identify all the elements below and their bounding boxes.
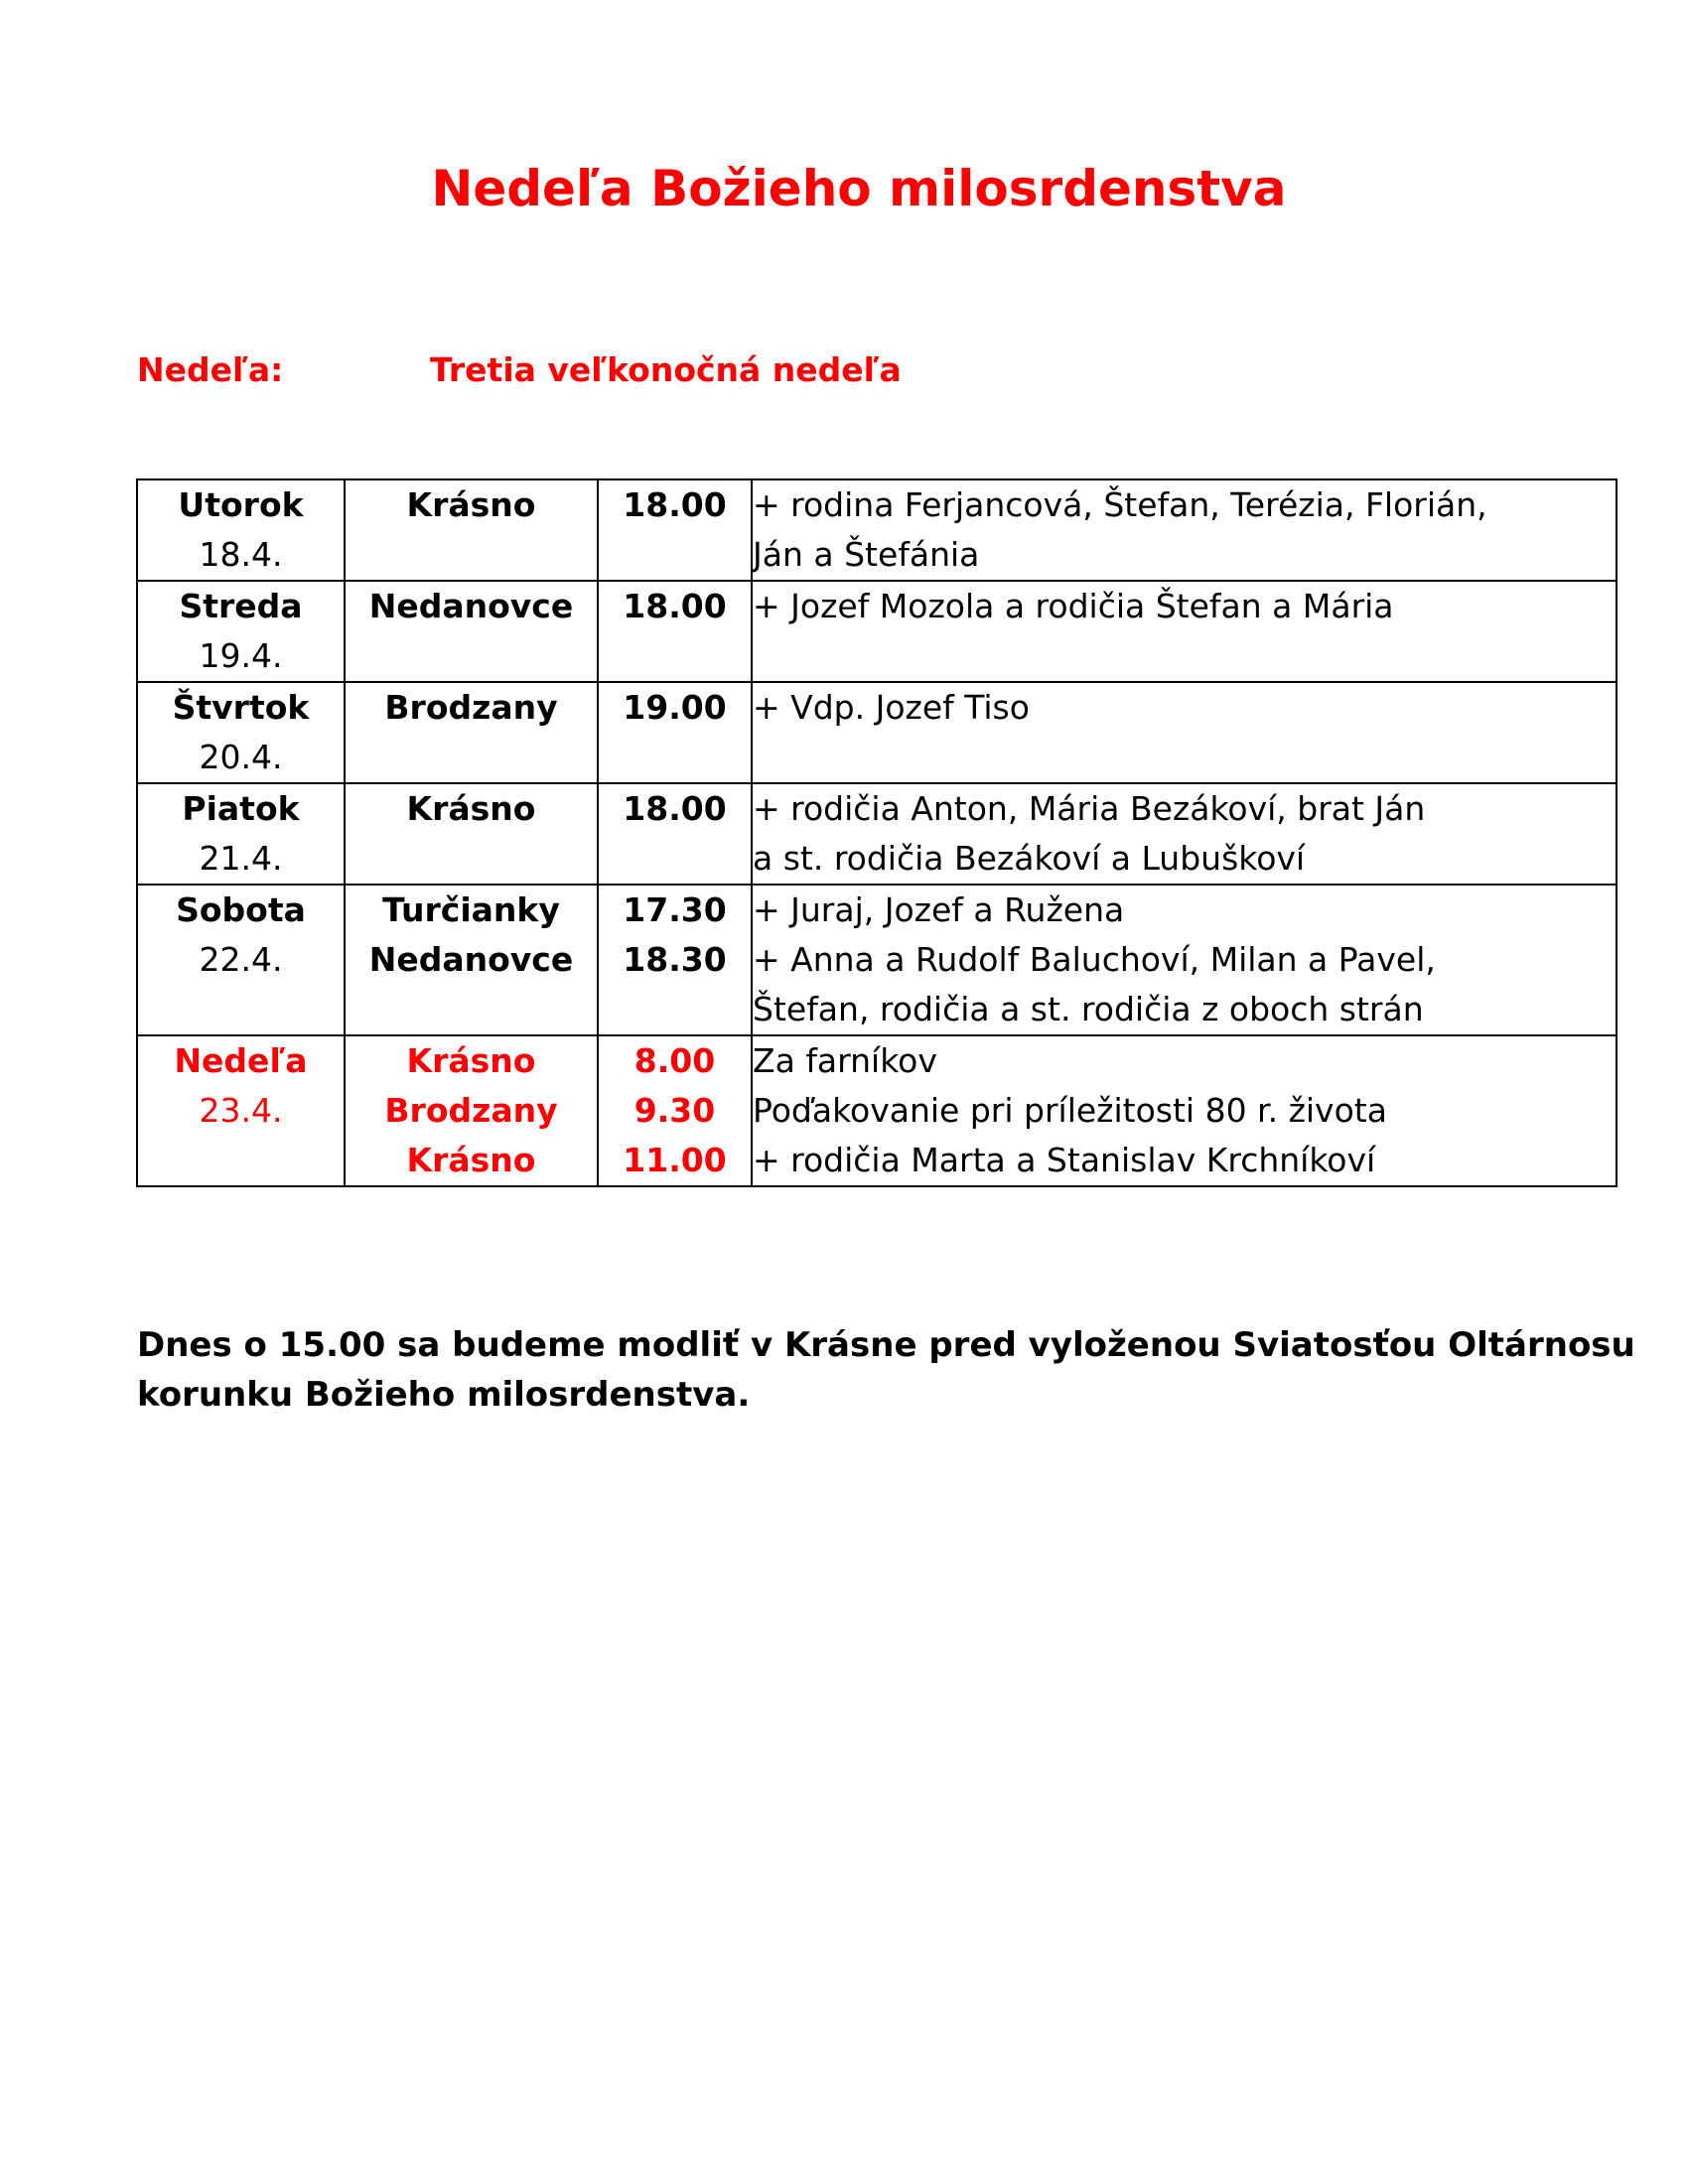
- day-date: 19.4.: [199, 636, 283, 675]
- intention-cell: [752, 1035, 1617, 1186]
- time-cell: [598, 682, 752, 783]
- intention-text: + Vdp. Jozef Tiso: [753, 688, 1030, 727]
- schedule-row: [137, 479, 1617, 581]
- intention-text: Za farníkov: [753, 1041, 937, 1080]
- place-name: Brodzany: [384, 688, 558, 727]
- mass-time: 18.30: [623, 940, 727, 979]
- day-date: 18.4.: [199, 535, 283, 574]
- schedule-row: [137, 885, 1617, 1035]
- sunday-label: Nedeľa:: [137, 350, 284, 389]
- day-cell: [137, 783, 345, 885]
- intention-text: + rodičia Anton, Mária Bezákoví, brat Ján: [753, 789, 1426, 828]
- day-cell: [137, 682, 345, 783]
- intention-text: + rodina Ferjancová, Štefan, Terézia, Florián,: [753, 485, 1487, 524]
- sunday-name: Tretia veľkonočná nedeľa: [430, 350, 902, 389]
- place-name: Krásno: [406, 1141, 536, 1179]
- place-cell: [345, 682, 598, 783]
- day-name: Sobota: [176, 890, 306, 929]
- intention-cell: [752, 682, 1617, 783]
- intention-text: + rodičia Marta a Stanislav Krchníkoví: [753, 1141, 1376, 1179]
- schedule-row: [137, 581, 1617, 682]
- intention-text: a st. rodičia Bezákoví a Lubuškoví: [753, 839, 1306, 878]
- place-name: Krásno: [406, 1041, 536, 1080]
- day-date: 23.4.: [199, 1091, 283, 1130]
- intention-cell: [752, 479, 1617, 581]
- time-cell: [598, 783, 752, 885]
- mass-time: 18.00: [623, 587, 727, 625]
- place-cell: [345, 1035, 598, 1186]
- schedule-row: [137, 682, 1617, 783]
- day-name: Piatok: [182, 789, 300, 828]
- intention-text: Ján a Štefánia: [753, 535, 980, 574]
- intention-cell: [752, 581, 1617, 682]
- announcement: [137, 1320, 1635, 1420]
- day-date: 22.4.: [199, 940, 283, 979]
- intention-text: + Jozef Mozola a rodičia Štefan a Mária: [753, 587, 1394, 625]
- mass-time: 17.30: [623, 890, 727, 929]
- time-cell: [598, 885, 752, 1035]
- intention-text: Štefan, rodičia a st. rodičia z oboch strán: [753, 990, 1424, 1028]
- intention-cell: [752, 783, 1617, 885]
- day-name: Streda: [179, 587, 303, 625]
- mass-schedule-table: [136, 478, 1618, 1187]
- schedule-row: [137, 1035, 1617, 1186]
- time-cell: [598, 1035, 752, 1186]
- intention-text: + Anna a Rudolf Baluchoví, Milan a Pavel,: [753, 940, 1436, 979]
- schedule-row: [137, 783, 1617, 885]
- announcement-line: Dnes o 15.00 sa budeme modliť v Krásne pred vyloženou Sviatosťou Oltárnosu: [137, 1325, 1635, 1365]
- place-cell: [345, 479, 598, 581]
- place-name: Turčianky: [382, 890, 560, 929]
- day-name: Utorok: [178, 485, 304, 524]
- time-cell: [598, 479, 752, 581]
- mass-time: 18.00: [623, 485, 727, 524]
- place-name: Nedanovce: [368, 940, 574, 979]
- mass-time: 18.00: [623, 789, 727, 828]
- place-name: Nedanovce: [368, 587, 574, 625]
- place-name: Krásno: [406, 789, 536, 828]
- place-cell: [345, 581, 598, 682]
- day-cell: [137, 1035, 345, 1186]
- day-name: Nedeľa: [174, 1041, 308, 1080]
- day-name: Štvrtok: [172, 688, 310, 727]
- place-cell: [345, 783, 598, 885]
- mass-time: 11.00: [623, 1141, 727, 1179]
- time-cell: [598, 581, 752, 682]
- day-cell: [137, 479, 345, 581]
- mass-time: 8.00: [633, 1041, 716, 1080]
- intention-cell: [752, 885, 1617, 1035]
- announcement-line: korunku Božieho milosrdenstva.: [137, 1375, 751, 1415]
- mass-time: 19.00: [623, 688, 727, 727]
- mass-time: 9.30: [633, 1091, 716, 1130]
- intention-text: Poďakovanie pri príležitosti 80 r. života: [753, 1091, 1387, 1130]
- place-name: Krásno: [406, 485, 536, 524]
- day-date: 20.4.: [199, 738, 283, 776]
- place-cell: [345, 885, 598, 1035]
- day-cell: [137, 581, 345, 682]
- page-title: Nedeľa Božieho milosrdenstva: [431, 160, 1287, 217]
- place-name: Brodzany: [384, 1091, 558, 1130]
- intention-text: + Juraj, Jozef a Ružena: [753, 890, 1125, 929]
- day-date: 21.4.: [199, 839, 283, 878]
- day-cell: [137, 885, 345, 1035]
